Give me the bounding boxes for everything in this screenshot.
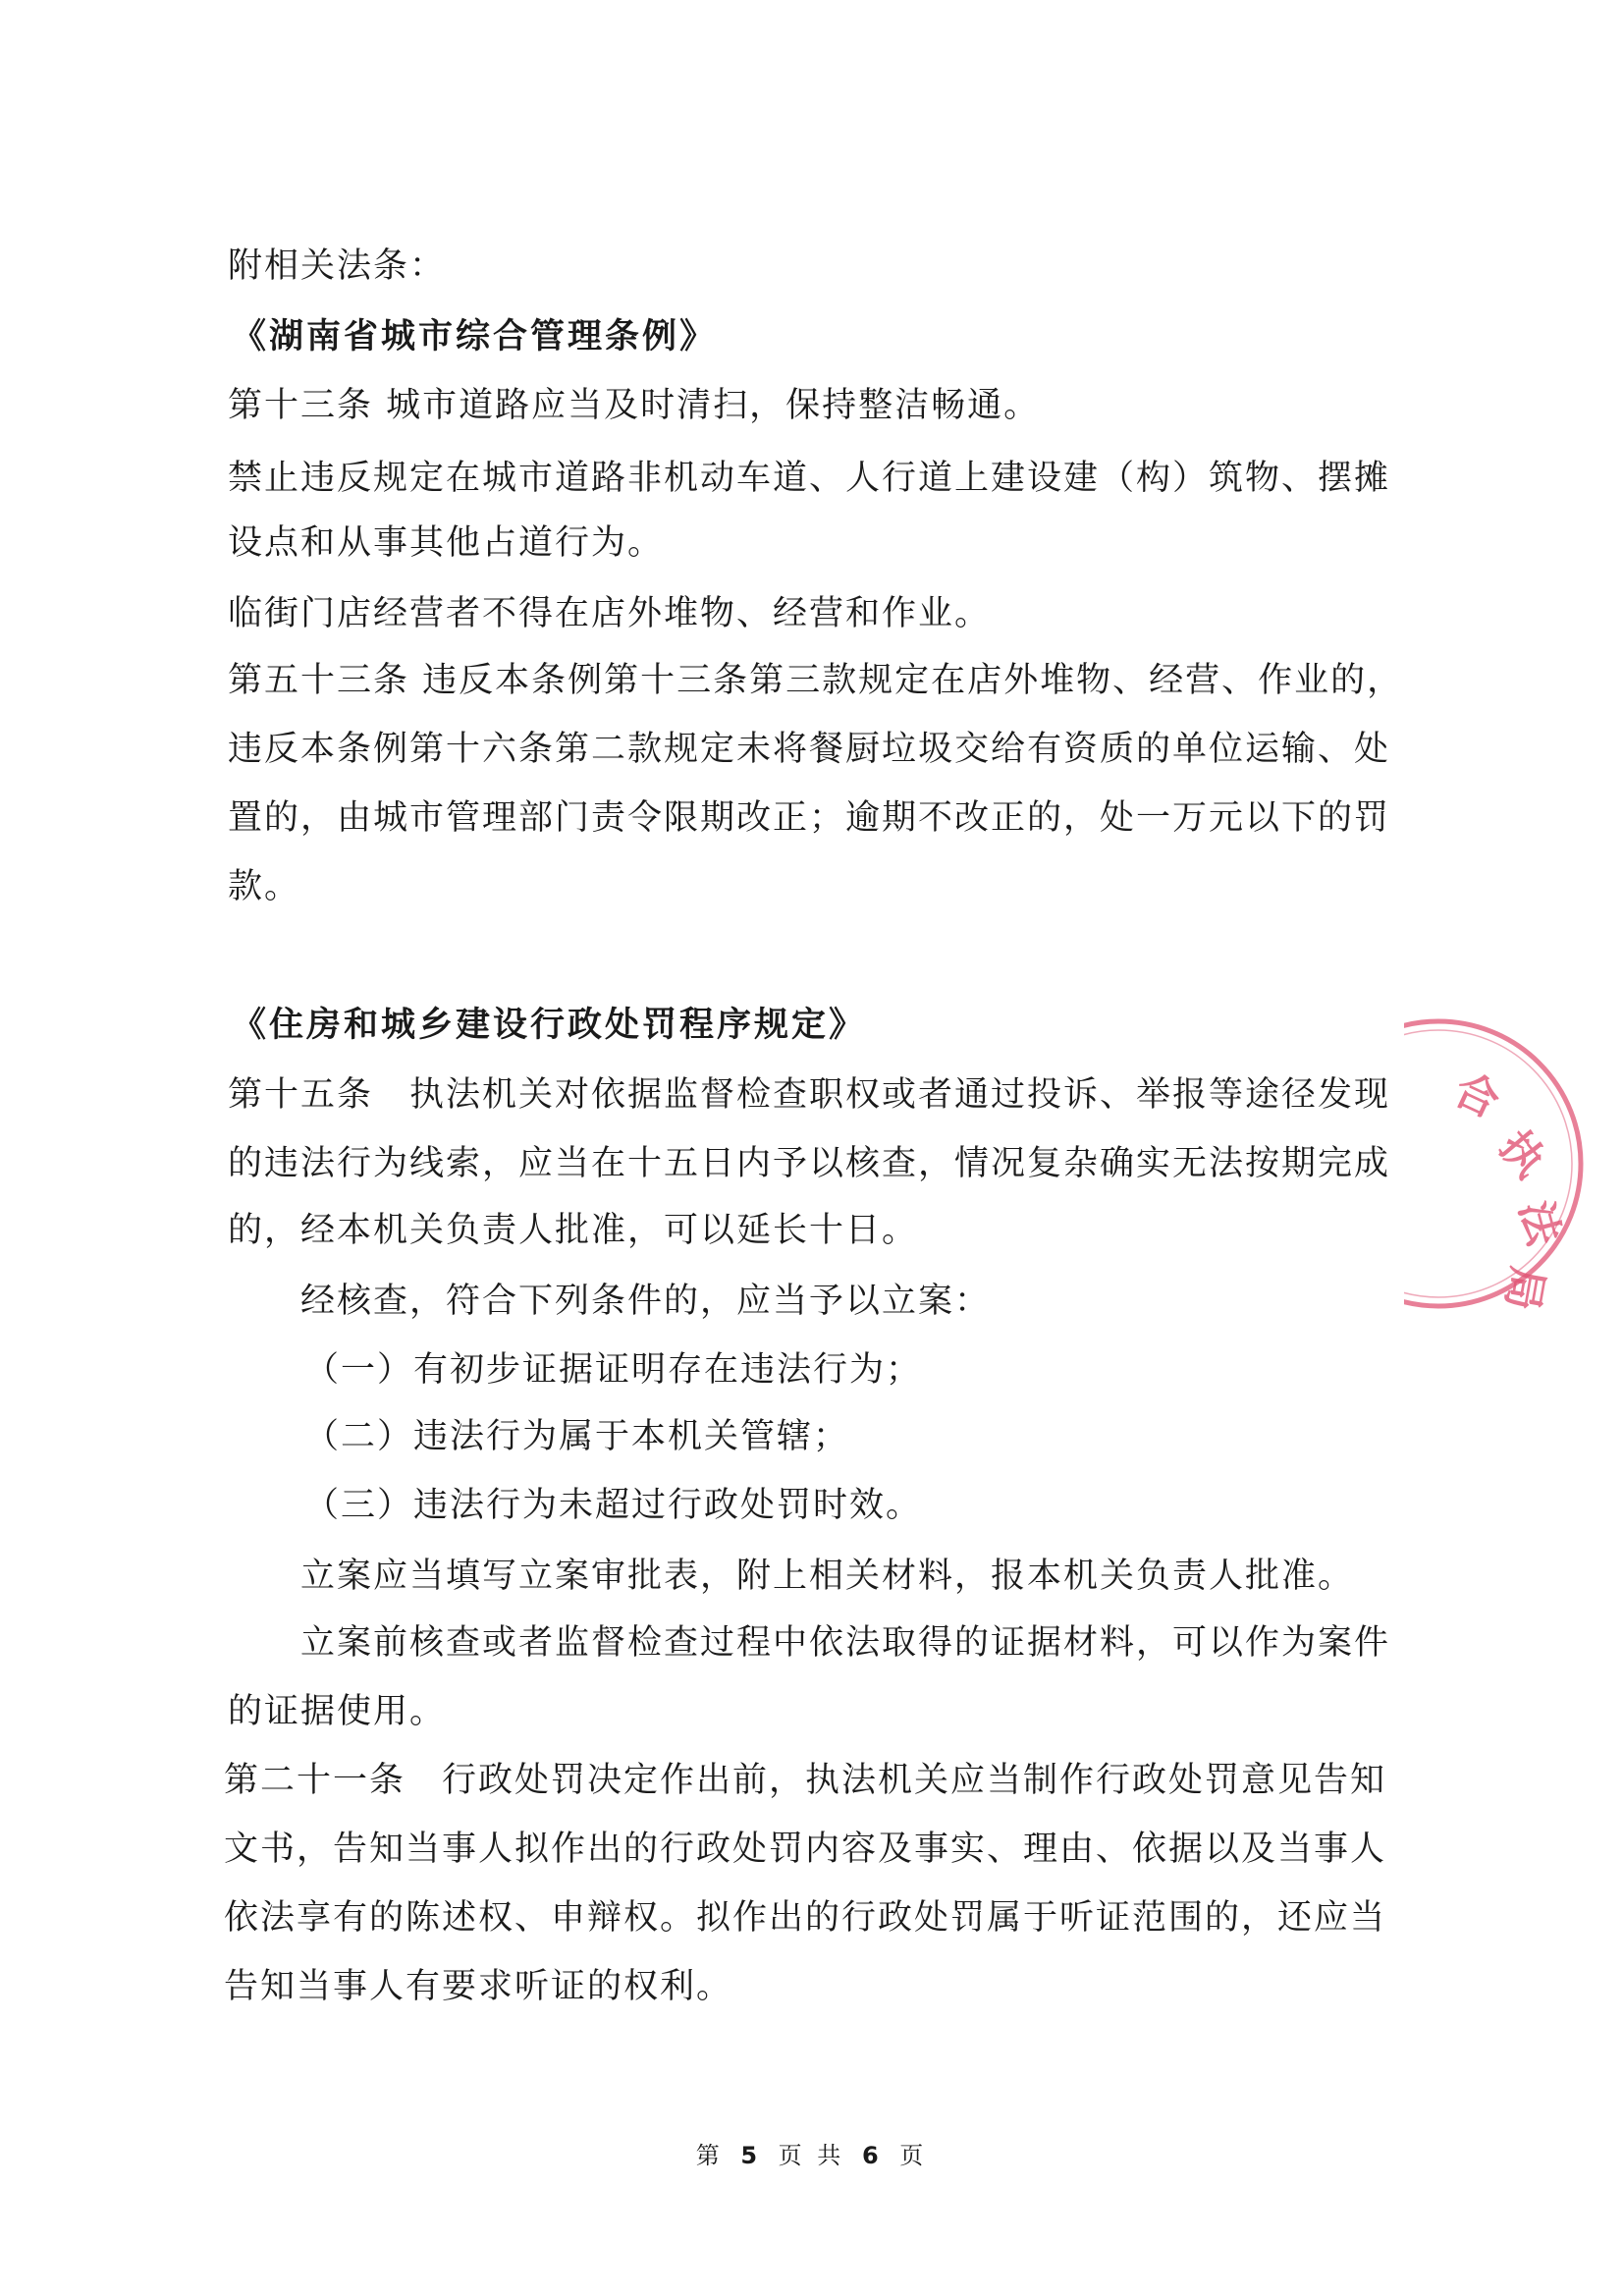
- law1-line: 款。: [228, 867, 301, 906]
- law1-line: 临街门店经营者不得在店外堆物、经营和作业。: [228, 594, 992, 633]
- law2-line: 告知当事人有要求听证的权利。: [224, 1967, 733, 2006]
- footer-middle: 页 共: [778, 2142, 845, 2169]
- law2-line: 文书，告知当事人拟作出的行政处罚内容及事实、理由、依据以及当事人: [224, 1830, 1387, 1869]
- svg-text:法: 法: [1509, 1195, 1570, 1251]
- footer-suffix: 页: [899, 2142, 928, 2169]
- law2-line: 立案应当填写立案审批表，附上相关材料，报本机关负责人批准。: [300, 1557, 1355, 1596]
- law1-line: 第十三条 城市道路应当及时清扫，保持整洁畅通。: [228, 386, 1041, 425]
- footer-page-number: 5: [740, 2142, 762, 2169]
- official-seal: [1404, 1002, 1623, 1326]
- footer-total-pages: 6: [861, 2142, 883, 2169]
- law2-line: 的违法行为线索，应当在十五日内予以核查，情况复杂确实无法按期完成: [228, 1144, 1391, 1183]
- law2-line: 的，经本机关负责人批准，可以延长十日。: [228, 1211, 919, 1250]
- law2-list-item: （三）违法行为未超过行政处罚时效。: [304, 1486, 923, 1525]
- seal-graphic: [1404, 1002, 1623, 1326]
- law2-title: 《住房和城乡建设行政处罚程序规定》: [232, 1005, 867, 1045]
- law2-line: 的证据使用。: [228, 1692, 447, 1731]
- svg-text:局: 局: [1495, 1263, 1553, 1315]
- law1-title: 《湖南省城市综合管理条例》: [232, 316, 718, 356]
- law2-line: 依法享有的陈述权、申辩权。拟作出的行政处罚属于听证范围的，还应当: [224, 1898, 1387, 1938]
- law2-line: 第二十一条 行政处罚决定作出前，执法机关应当制作行政处罚意见告知: [224, 1761, 1387, 1800]
- law2-line: 立案前核查或者监督检查过程中依法取得的证据材料，可以作为案件: [300, 1623, 1391, 1663]
- svg-text:合: 合: [1446, 1064, 1507, 1128]
- law1-line: 设点和从事其他占道行为。: [228, 523, 665, 563]
- page-footer: [0, 2136, 1623, 2170]
- law2-list-item: （一）有初步证据证明存在违法行为；: [304, 1350, 923, 1390]
- law2-list-item: （二）违法行为属于本机关管辖；: [304, 1417, 850, 1456]
- law2-line: 第十五条 执法机关对依据监督检查职权或者通过投诉、举报等途径发现: [228, 1075, 1391, 1115]
- law1-line: 置的，由城市管理部门责令限期改正；逾期不改正的，处一万元以下的罚: [228, 798, 1391, 838]
- footer-prefix: 第: [695, 2142, 724, 2169]
- law1-line: 违反本条例第十六条第二款规定未将餐厨垃圾交给有资质的单位运输、处: [228, 730, 1391, 769]
- law1-line: 禁止违反规定在城市道路非机动车道、人行道上建设建（构）筑物、摆摊: [228, 459, 1391, 498]
- law2-line: 经核查，符合下列条件的，应当予以立案：: [300, 1282, 992, 1321]
- intro-line: 附相关法条：: [228, 246, 447, 286]
- svg-text:执: 执: [1488, 1121, 1555, 1187]
- law1-line: 第五十三条 违反本条例第十三条第三款规定在店外堆物、经营、作业的，: [228, 661, 1404, 700]
